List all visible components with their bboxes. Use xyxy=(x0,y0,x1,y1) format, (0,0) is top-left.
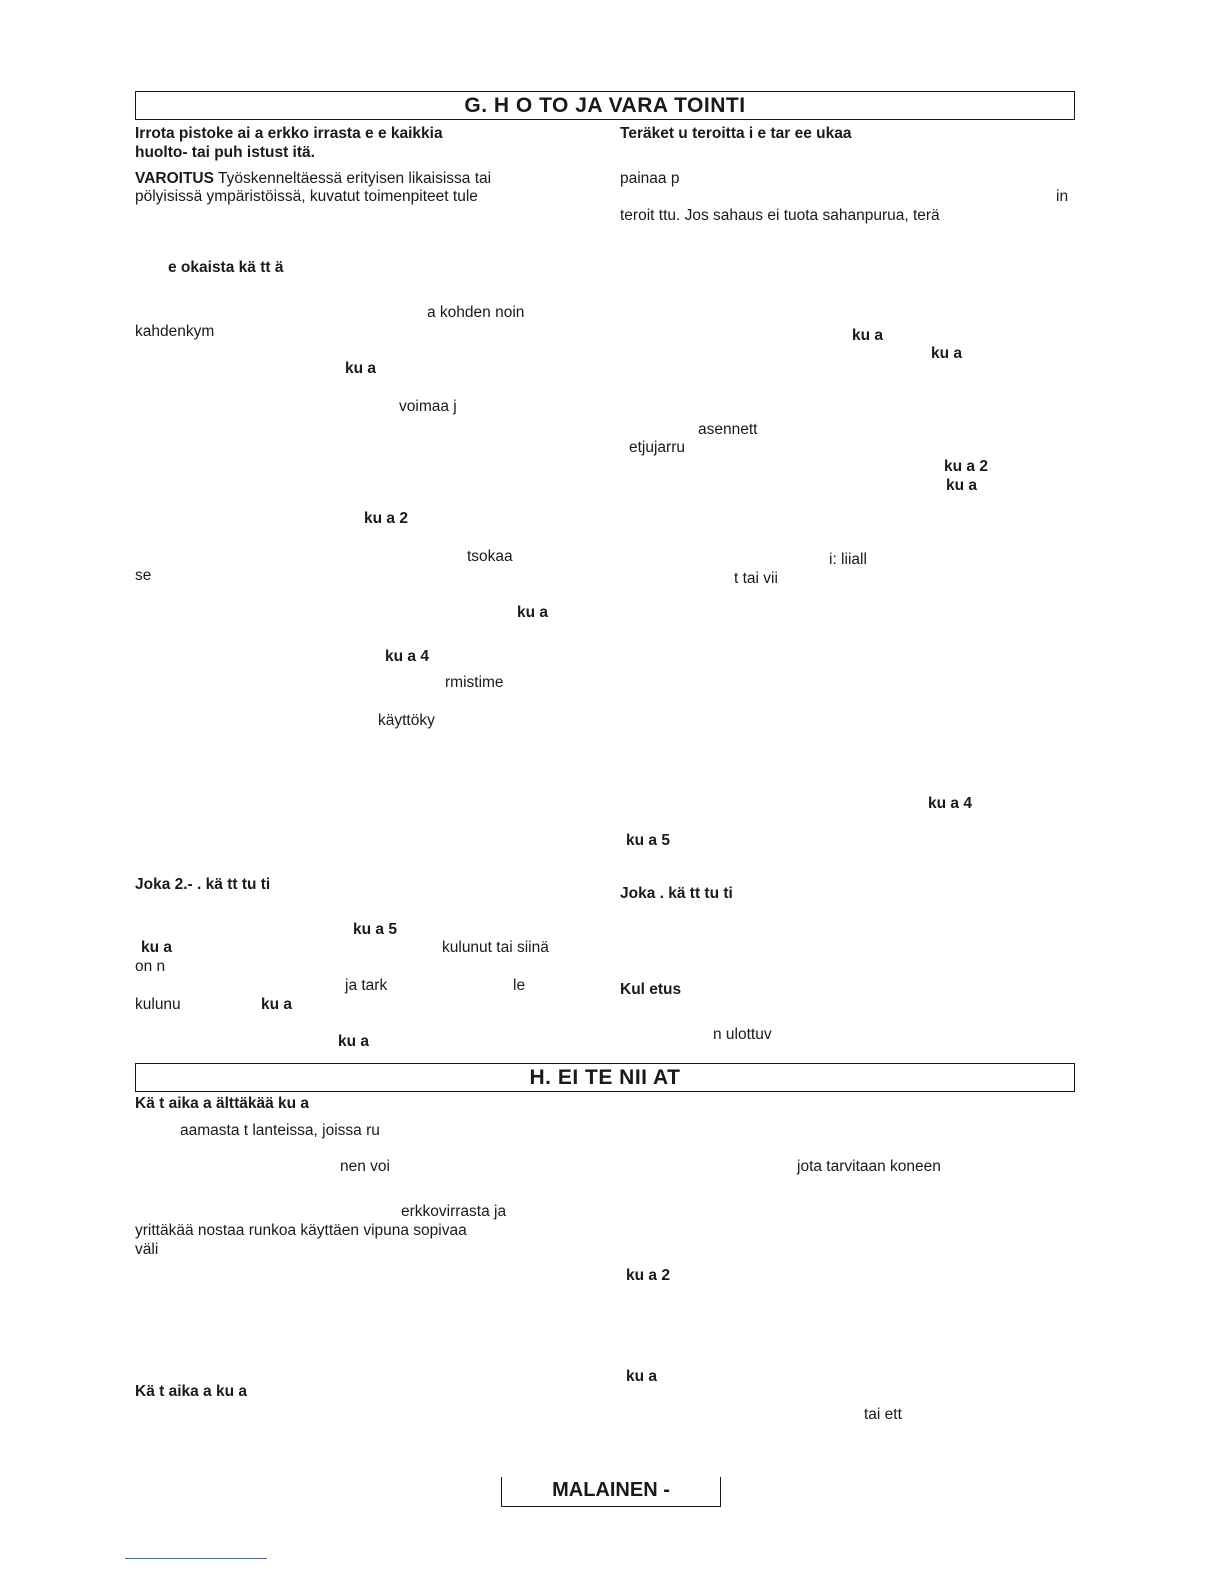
section-g-title: G. H O TO JA VARA TOINTI xyxy=(135,91,1075,120)
text-fragment: le xyxy=(513,977,526,994)
text-fragment: voimaa j xyxy=(399,398,457,415)
left-intro-line2: huolto- tai puh istust itä. xyxy=(135,144,315,161)
text-fragment: painaa p xyxy=(620,170,680,187)
warning-line2: pölyisissä ympäristöissä, kuvatut toimenpiteet tule xyxy=(135,188,478,205)
figure-reference: ku a 2 xyxy=(626,1267,670,1284)
text-fragment: ja tark xyxy=(345,977,388,994)
figure-reference: ku a 4 xyxy=(928,795,972,812)
figure-reference: ku a xyxy=(345,360,377,377)
heading-chain-sharpening: Teräket u teroitta i e tar ee ukaa xyxy=(620,125,852,142)
heading-transport: Kul etus xyxy=(620,981,682,998)
text-fragment: käyttöky xyxy=(378,712,435,729)
section-h-title: H. EI TE NII AT xyxy=(135,1063,1075,1092)
figure-reference: ku a 5 xyxy=(353,921,397,938)
text-fragment: kulunu xyxy=(135,996,181,1013)
text-fragment: rmistime xyxy=(445,674,504,691)
text-fragment: kulunut tai siinä xyxy=(442,939,549,956)
text-fragment: a kohden noin xyxy=(427,304,525,321)
figure-reference: ku a xyxy=(626,1368,658,1385)
left-intro-line1: Irrota pistoke ai a erkko irrasta e e kaikkia xyxy=(135,125,443,142)
text-fragment: teroit ttu. Jos sahaus ei tuota sahanpurua, terä xyxy=(620,207,940,224)
heading-every-2: Joka 2.- . kä tt tu ti xyxy=(135,876,271,893)
text-fragment: n ulottuv xyxy=(713,1026,772,1043)
figure-reference: ku a xyxy=(852,327,884,344)
figure-reference: ku a xyxy=(338,1033,370,1050)
text-fragment: kahdenkym xyxy=(135,323,215,340)
text-fragment: se xyxy=(135,567,152,584)
warning-label: VAROITUS xyxy=(135,170,214,187)
heading-each-use: e okaista kä tt ä xyxy=(168,259,284,276)
figure-reference: ku a xyxy=(261,996,293,1013)
footer-language-label: MALAINEN - xyxy=(501,1477,721,1507)
text-fragment: nen voi xyxy=(340,1158,390,1175)
figure-reference: ku a xyxy=(946,477,978,494)
footer-rule xyxy=(125,1558,267,1559)
text-fragment: in xyxy=(1056,188,1069,205)
text-fragment: väli xyxy=(135,1241,159,1258)
figure-reference: ku a 2 xyxy=(364,510,408,527)
figure-reference: ku a 2 xyxy=(944,458,988,475)
figure-reference: ku a 5 xyxy=(626,832,670,849)
warning-line1 xyxy=(135,170,491,188)
heading-h-1: Kä t aika a älttäkää ku a xyxy=(135,1095,310,1112)
text-fragment: tsokaa xyxy=(467,548,513,565)
text-fragment: tai ett xyxy=(864,1406,902,1423)
text-fragment: asennett xyxy=(698,421,758,438)
text-fragment: yrittäkää nostaa runkoa käyttäen vipuna sopivaa xyxy=(135,1222,467,1239)
figure-reference: ku a 4 xyxy=(385,648,429,665)
text-fragment: aamasta t lanteissa, joissa ru xyxy=(180,1122,380,1139)
figure-reference: ku a xyxy=(141,939,173,956)
heading-every: Joka . kä tt tu ti xyxy=(620,885,733,902)
text-fragment: i: liiall xyxy=(829,551,867,568)
text-fragment: t tai vii xyxy=(734,570,778,587)
figure-reference: ku a xyxy=(517,604,549,621)
warning-text: Työskenneltäessä erityisen likaisissa tai xyxy=(217,170,492,187)
text-fragment: jota tarvitaan koneen xyxy=(797,1158,941,1175)
text-fragment: etjujarru xyxy=(629,439,685,456)
figure-reference: ku a xyxy=(931,345,963,362)
text-fragment: on n xyxy=(135,958,166,975)
text-fragment: erkkovirrasta ja xyxy=(401,1203,507,1220)
heading-h-2: Kä t aika a ku a xyxy=(135,1383,248,1400)
